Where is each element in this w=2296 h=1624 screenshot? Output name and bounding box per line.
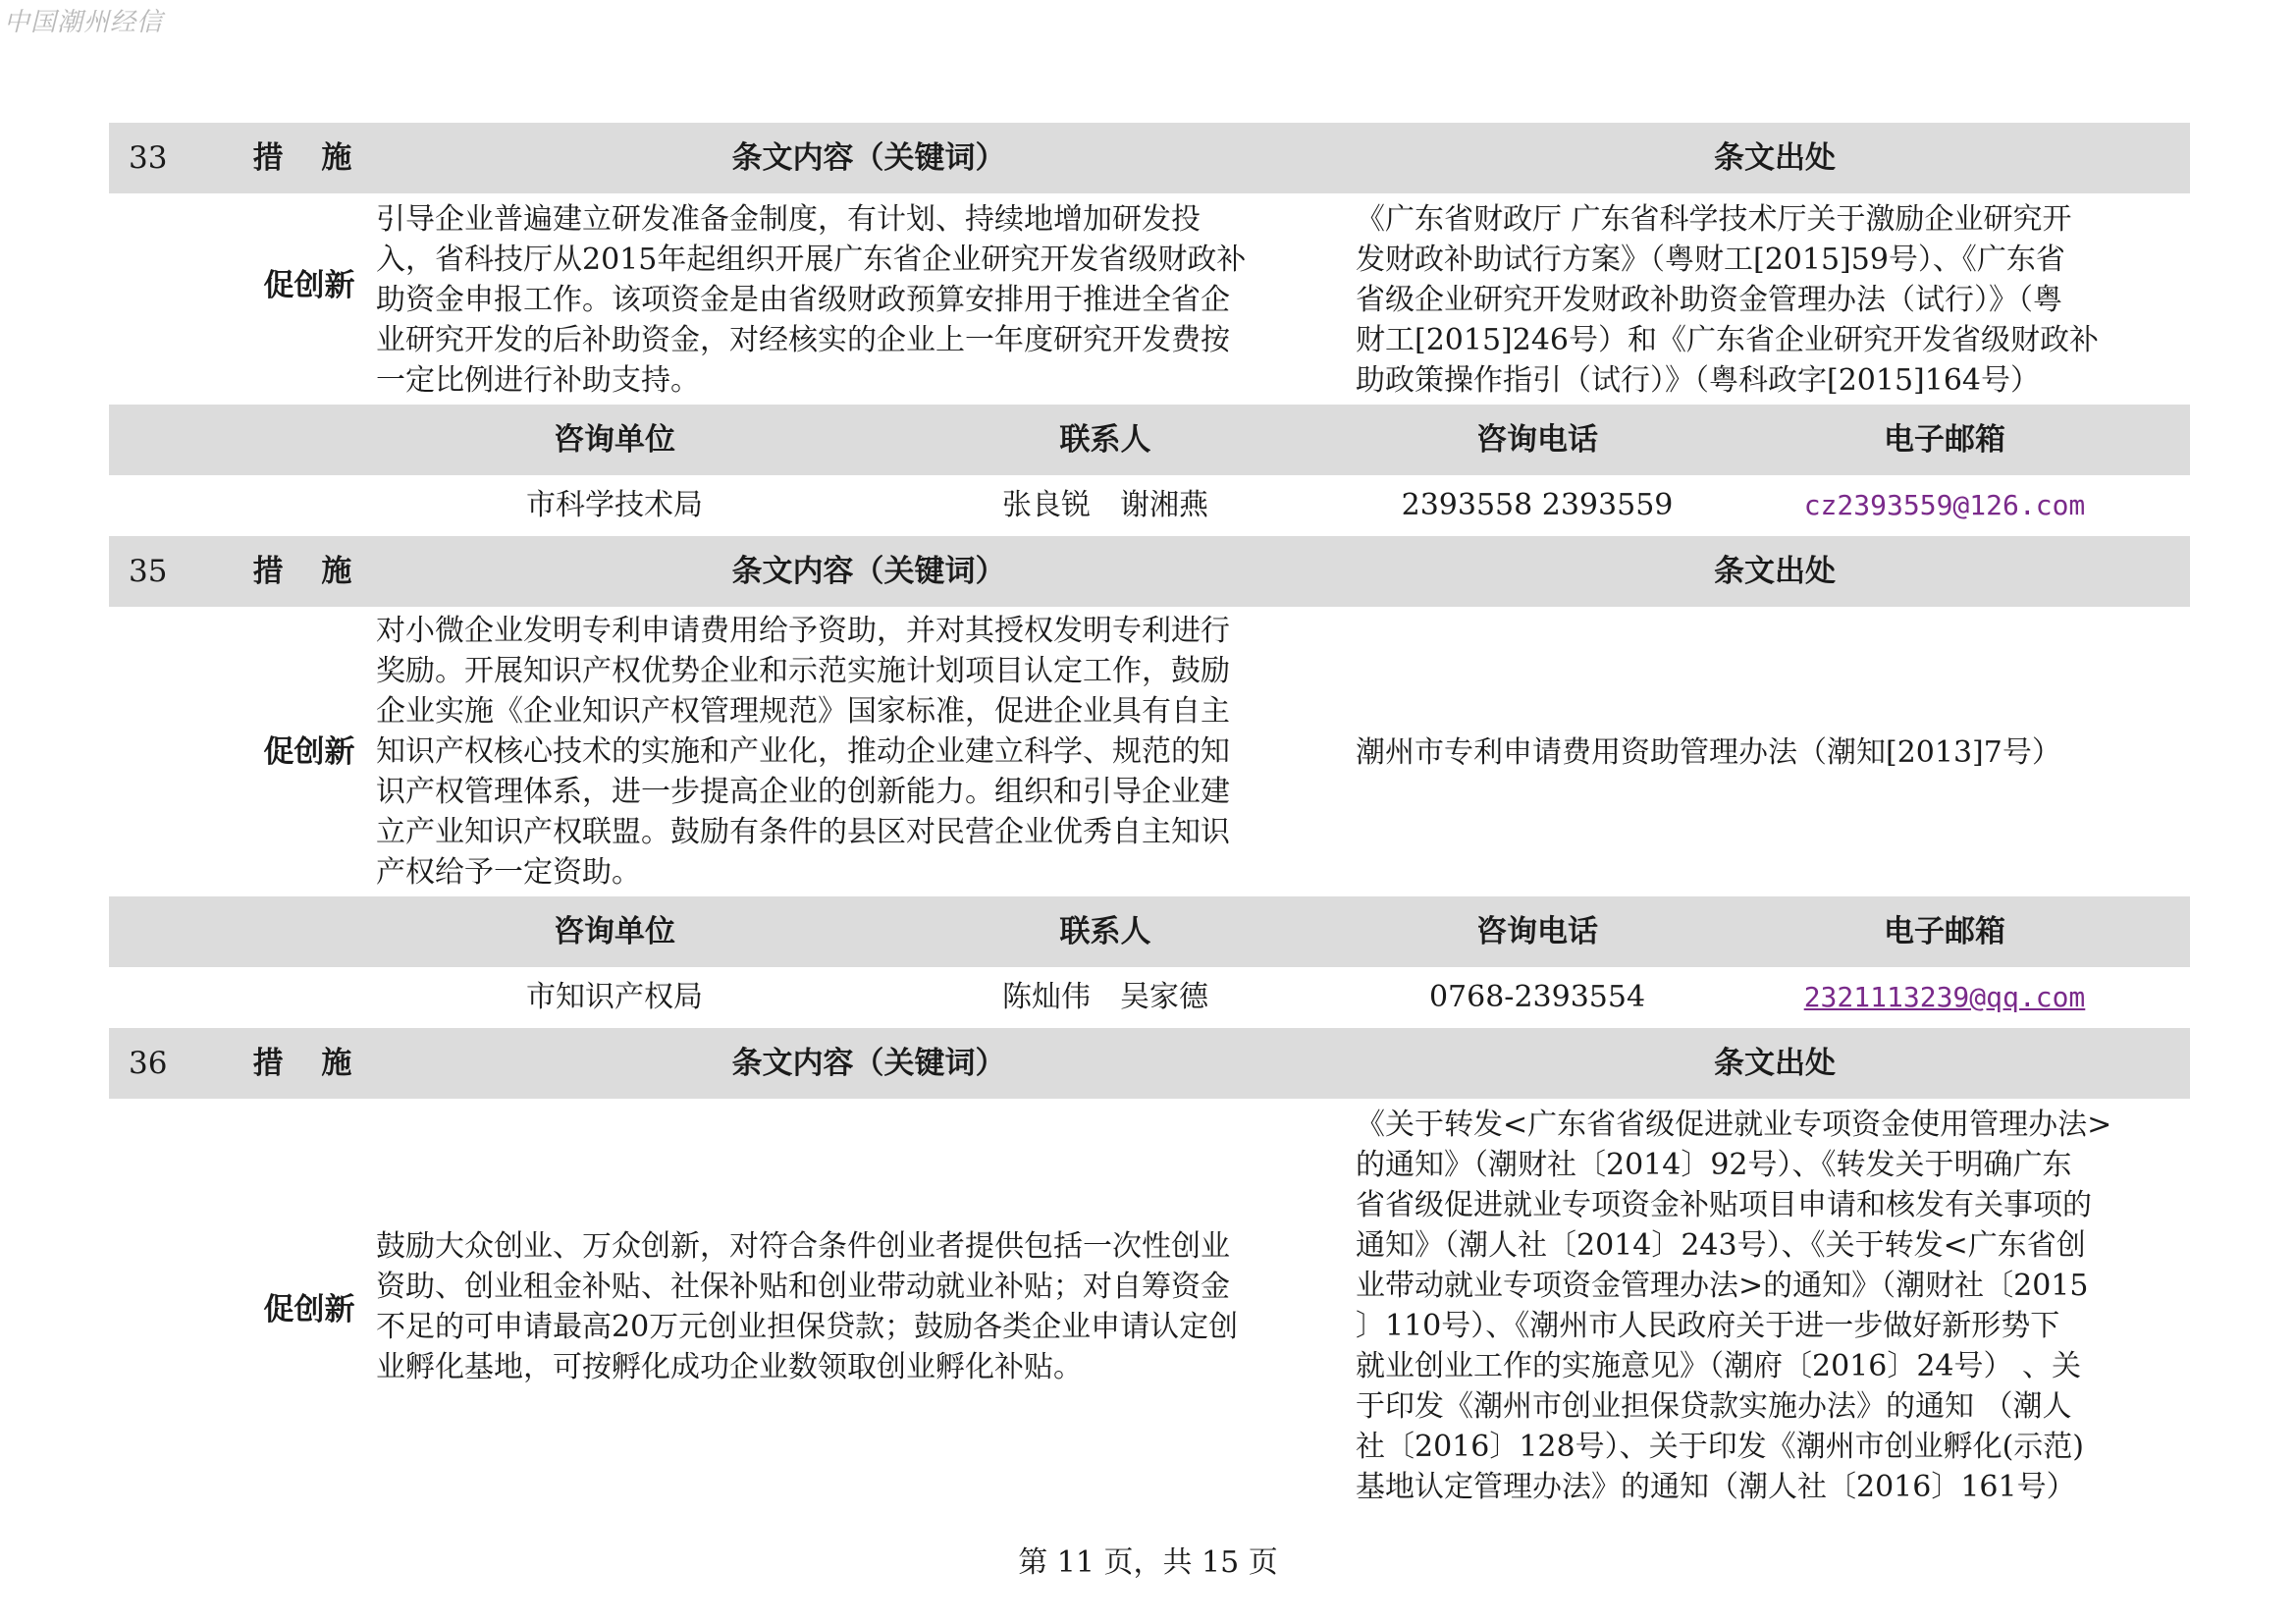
- source-header: 条文出处: [1714, 554, 1836, 589]
- source-line: 于印发《潮州市创业担保贷款实施办法》的通知 （潮人: [1356, 1389, 2072, 1424]
- policy-table: [109, 123, 2190, 1521]
- content-line: 入，省科技厅从2015年起组织开展广东省企业研究开发省级财政补: [376, 243, 1247, 277]
- contact-email-header: 电子邮箱: [1884, 914, 2005, 949]
- category-label: 促创新: [263, 1292, 355, 1327]
- source-line: 省级企业研究开发财政补助资金管理办法（试行）》（粤: [1356, 283, 2062, 317]
- source-line: 通知》（潮人社〔2014〕243号）、《关于转发<广东省创: [1356, 1228, 2086, 1263]
- content-line: 产权给予一定资助。: [376, 855, 641, 890]
- content-line: 业研究开发的后补助资金，对经核实的企业上一年度研究开发费按: [376, 323, 1230, 357]
- source-line: 基地认定管理办法》的通知（潮人社〔2016〕161号）: [1356, 1470, 2076, 1504]
- contact-email-header: 电子邮箱: [1884, 422, 2005, 458]
- entry-number: 35: [129, 554, 168, 589]
- measure-label: 措 施: [252, 140, 366, 176]
- content-line: 不足的可申请最高20万元创业担保贷款；鼓励各类企业申请认定创: [376, 1310, 1239, 1344]
- contact-email-link[interactable]: cz2393559@126.com: [1803, 489, 2086, 521]
- category-label: 促创新: [263, 268, 355, 303]
- source-line: 省省级促进就业专项资金补贴项目申请和核发有关事项的: [1356, 1188, 2092, 1222]
- content-line: 对小微企业发明专利申请费用给予资助，并对其授权发明专利进行: [376, 614, 1230, 648]
- source-line: 助政策操作指引（试行）》（粤科政字[2015]164号）: [1356, 363, 2041, 398]
- source-text: [1356, 1105, 2194, 1507]
- source-header: 条文出处: [1714, 140, 1836, 176]
- source-line: 财工[2015]246号）和《广东省企业研究开发省级财政补: [1356, 323, 2100, 357]
- contact-unit: 市科学技术局: [526, 488, 703, 522]
- content-line: 企业实施《企业知识产权管理规范》国家标准，促进企业具有自主: [376, 694, 1230, 729]
- source-text: [1356, 199, 2194, 401]
- contact-email-link[interactable]: 2321113239@qq.com: [1803, 981, 2086, 1013]
- watermark-logo: 中国潮州经信: [4, 8, 164, 37]
- source-line: 业带动就业专项资金管理办法>的通知》（潮财社〔2015: [1356, 1269, 2089, 1303]
- page-footer: 第 11 页，共 15 页: [1018, 1545, 1278, 1580]
- contact-unit-header: 咨询单位: [554, 422, 675, 458]
- contact-phone-header: 咨询电话: [1476, 422, 1598, 458]
- content-header: 条文内容（关键词）: [731, 554, 1006, 589]
- contact-phone: 2393558 2393559: [1401, 488, 1674, 522]
- source-line: 发财政补助试行方案》（粤财工[2015]59号）、《广东省: [1356, 243, 2065, 277]
- content-line: 资助、创业租金补贴、社保补贴和创业带动就业补贴；对自筹资金: [376, 1270, 1230, 1304]
- source-text: [1356, 732, 2194, 773]
- source-line: 的通知》（潮财社〔2014〕92号）、《转发关于明确广东: [1356, 1148, 2072, 1182]
- entry-number: 36: [129, 1046, 168, 1081]
- content-line: 助资金申报工作。该项资金是由省级财政预算安排用于推进全省企: [376, 283, 1230, 317]
- content-line: 知识产权核心技术的实施和产业化，推动企业建立科学、规范的知: [376, 734, 1230, 769]
- category-label: 促创新: [263, 734, 355, 770]
- content-text: [376, 611, 1358, 893]
- content-line: 引导企业普遍建立研发准备金制度，有计划、持续地增加研发投: [376, 202, 1201, 237]
- content-text: [376, 199, 1358, 401]
- entry-header: [109, 536, 2190, 607]
- entry-number: 33: [129, 140, 168, 176]
- source-header: 条文出处: [1714, 1046, 1836, 1081]
- contact-unit: 市知识产权局: [526, 980, 703, 1014]
- contact-header: [109, 405, 2190, 475]
- content-line: 奖励。开展知识产权优势企业和示范实施计划项目认定工作，鼓励: [376, 654, 1230, 688]
- content-line: 业孵化基地，可按孵化成功企业数领取创业孵化补贴。: [376, 1350, 1083, 1384]
- entry-header: [109, 1028, 2190, 1099]
- source-line: 就业创业工作的实施意见》（潮府〔2016〕24号） 、关: [1356, 1349, 2082, 1383]
- content-line: 识产权管理体系，进一步提高企业的创新能力。组织和引导企业建: [376, 775, 1230, 809]
- contact-phone: 0768-2393554: [1428, 980, 1646, 1014]
- contact-phone-header: 咨询电话: [1476, 914, 1598, 949]
- source-line: 《关于转发<广东省省级促进就业专项资金使用管理办法>: [1356, 1108, 2112, 1142]
- contact-person-header: 联系人: [1059, 914, 1151, 949]
- source-line: 潮州市专利申请费用资助管理办法（潮知[2013]7号）: [1356, 735, 2061, 770]
- source-line: 社〔2016〕128号）、关于印发《潮州市创业孵化(示范): [1356, 1430, 2085, 1464]
- entry-body: [109, 607, 2190, 896]
- measure-label: 措 施: [252, 554, 366, 589]
- entry-body: [109, 1099, 2190, 1521]
- content-header: 条文内容（关键词）: [731, 1046, 1006, 1081]
- contact-person-header: 联系人: [1059, 422, 1151, 458]
- measure-label: 措 施: [252, 1046, 366, 1081]
- contact-person: 张良锐 谢湘燕: [1002, 488, 1208, 522]
- content-line: 鼓励大众创业、万众创新，对符合条件创业者提供包括一次性创业: [376, 1229, 1230, 1264]
- contact-person: 陈灿伟 吴家德: [1002, 980, 1208, 1014]
- entry-body: [109, 193, 2190, 405]
- content-header: 条文内容（关键词）: [731, 140, 1006, 176]
- contact-unit-header: 咨询单位: [554, 914, 675, 949]
- entry-header: [109, 123, 2190, 193]
- content-line: 立产业知识产权联盟。鼓励有条件的县区对民营企业优秀自主知识: [376, 815, 1230, 849]
- content-line: 一定比例进行补助支持。: [376, 363, 700, 398]
- content-text: [376, 1226, 1358, 1387]
- source-line: 《广东省财政厅 广东省科学技术厅关于激励企业研究开: [1356, 202, 2072, 237]
- source-line: 〕110号）、《潮州市人民政府关于进一步做好新形势下: [1356, 1309, 2060, 1343]
- contact-row: [109, 967, 2190, 1028]
- contact-row: [109, 475, 2190, 536]
- contact-header: [109, 896, 2190, 967]
